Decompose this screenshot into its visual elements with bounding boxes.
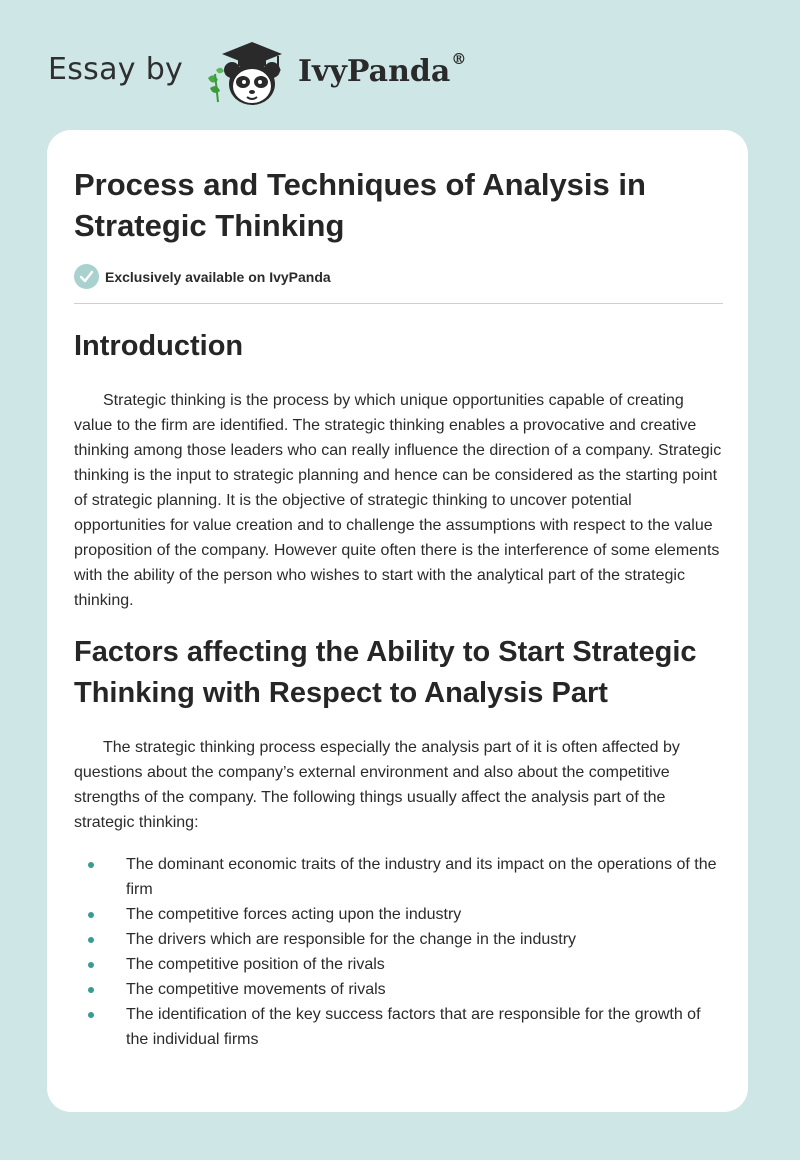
list-item-text: The competitive forces acting upon the industry (126, 906, 462, 923)
list-item-text: The competitive position of the rivals (126, 956, 385, 973)
list-item (74, 977, 726, 1002)
bullet-icon (88, 862, 94, 868)
essay-body (74, 322, 726, 1052)
list-item-text: The drivers which are responsible for the change in the industry (126, 931, 577, 948)
site-header (48, 34, 748, 114)
list-item-text: The dominant economic traits of the industry and its impact on the operations of the firm (126, 856, 717, 898)
list-item-text: The competitive movements of rivals (126, 981, 386, 998)
brand-name-text: IvyPanda (298, 54, 451, 89)
registered-mark: ® (451, 50, 467, 68)
exclusive-badge (74, 263, 331, 290)
bullet-icon (88, 937, 94, 943)
bullet-icon (88, 912, 94, 918)
list-item (74, 902, 726, 927)
page-title: Process and Techniques of Analysis in Strategic Thinking (74, 167, 646, 243)
section-paragraph-factors: The strategic thinking process especially the analysis part of it is often affected by questions about the company’s external environment and also about the competitive strengths of the company. The following things usually affect the analysis part of the strategic thinking: (74, 739, 680, 831)
essay-card (47, 130, 748, 1112)
brand-name[interactable] (298, 50, 467, 89)
factors-list (74, 852, 726, 1052)
section-heading-factors: Factors affecting the Ability to Start Strategic Thinking with Respect to Analysis Part (74, 636, 697, 709)
bullet-icon (88, 987, 94, 993)
check-icon (74, 264, 99, 289)
list-item (74, 852, 726, 902)
list-item-text: The identification of the key success factors that are responsible for the growth of the individual firms (126, 1006, 701, 1048)
essay-by-label: Essay by (48, 52, 184, 87)
divider (74, 303, 723, 304)
section-paragraph-introduction: Strategic thinking is the process by which unique opportunities capable of creating value to the firm are identified. The strategic thinking enables a provocative and creative thinking among those leaders who can really influence the direction of a company. Strategic thinking is the input to strategic planning and hence can be considered as the starting point of strategic planning. It is the objective of strategic thinking to uncover potential opportunities for value creation and to challenge the assumptions with respect to the value proposition of the company. However quite often there is the interference of some elements with the ability of the person who wishes to start with the analytical part of the strategic thinking. (74, 392, 722, 609)
section-heading-introduction: Introduction (74, 330, 244, 362)
exclusive-label: Exclusively available on IvyPanda (105, 268, 331, 285)
bullet-icon (88, 962, 94, 968)
list-item (74, 1002, 726, 1052)
list-item (74, 927, 726, 952)
ivypanda-logo-icon[interactable] (202, 34, 292, 110)
list-item (74, 952, 726, 977)
bullet-icon (88, 1012, 94, 1018)
